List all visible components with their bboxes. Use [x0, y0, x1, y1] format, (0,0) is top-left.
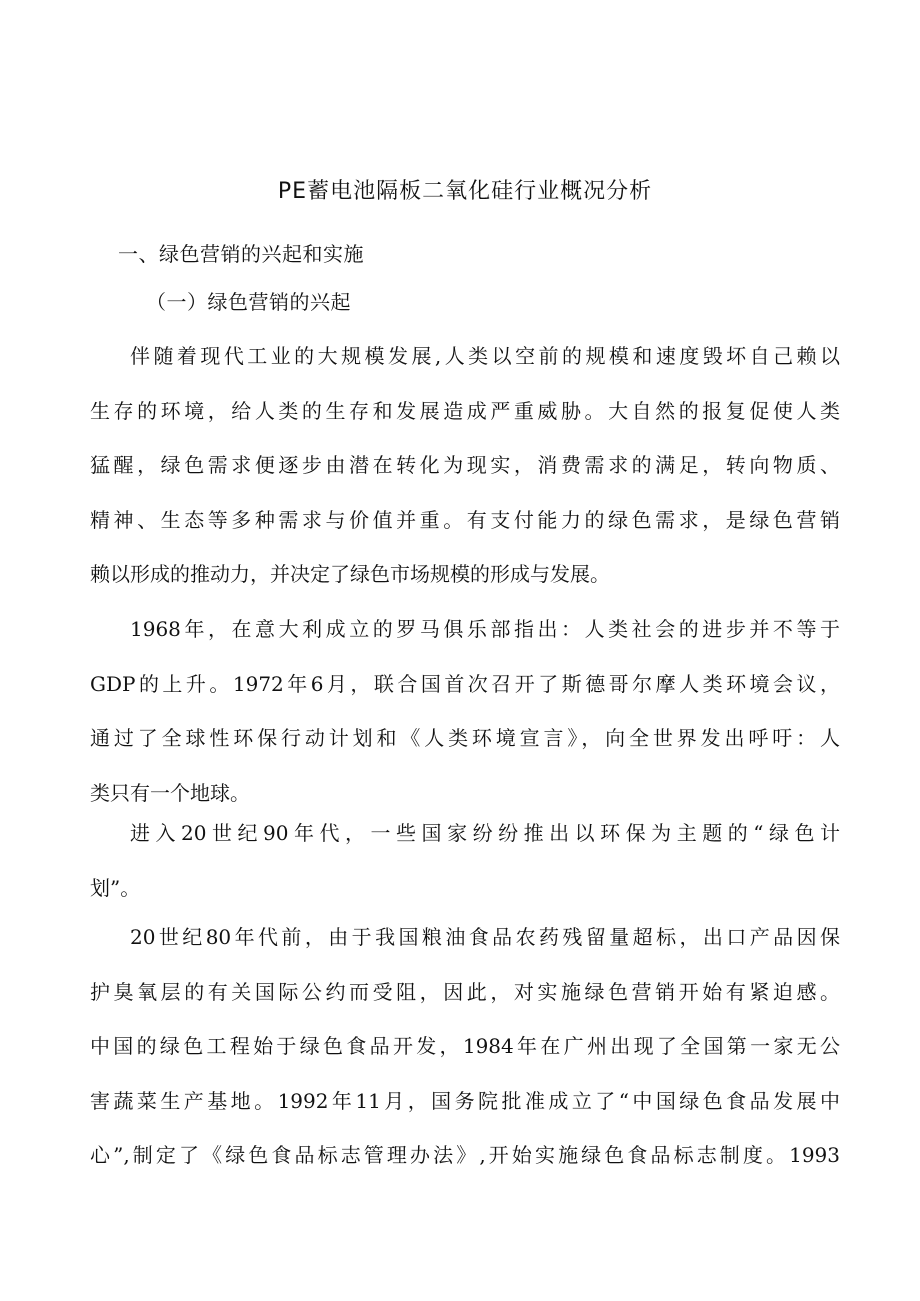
paragraph-line: 精神、生态等多种需求与价值并重。有支付能力的绿色需求，是绿色营销: [90, 507, 840, 532]
paragraph-line: GDP的上升。1972年6月，联合国首次召开了斯德哥尔摩人类环境会议，: [90, 671, 840, 696]
paragraph-line: 进入20世纪90年代，一些国家纷纷推出以环保为主题的“绿色计: [130, 821, 840, 845]
document-title: PE蓄电池隔板二氧化硅行业概况分析: [277, 179, 653, 204]
paragraph-2: [90, 602, 840, 820]
paragraph-line: 心”,制定了《绿色食品标志管理办法》,开始实施绿色食品标志制度。1993: [90, 1143, 840, 1167]
paragraph-line: 1968年，在意大利成立的罗马俱乐部指出：人类社会的进步并不等于: [130, 617, 840, 641]
paragraph-4: [90, 910, 840, 1183]
paragraph-line: 类只有一个地球。: [90, 780, 250, 805]
paragraph-line: 害蔬菜生产基地。1992年11月，国务院批准成立了“中国绿色食品发展中: [90, 1088, 840, 1113]
paragraph-3: [90, 806, 840, 915]
paragraph-1: [90, 329, 840, 602]
paragraph-line: 伴随着现代工业的大规模发展,人类以空前的规模和速度毁坏自己赖以: [130, 344, 840, 368]
paragraph-line: 20世纪80年代前，由于我国粮油食品农药残留量超标，出口产品因保: [130, 925, 840, 949]
paragraph-line: 猛醒，绿色需求便逐步由潜在转化为现实，消费需求的满足，转向物质、: [90, 453, 840, 477]
paragraph-line: 生存的环境，给人类的生存和发展造成严重威胁。大自然的报复促使人类: [90, 398, 840, 423]
paragraph-line: 护臭氧层的有关国际公约而受阻，因此，对实施绿色营销开始有紧迫感。: [90, 979, 840, 1004]
section-heading: 一、绿色营销的兴起和实施: [118, 242, 364, 266]
paragraph-line: 通过了全球性环保行动计划和《人类环境宣言》，向全世界发出呼吁：人: [90, 726, 840, 750]
paragraph-line: 赖以形成的推动力，并决定了绿色市场规模的形成与发展。: [90, 562, 610, 586]
paragraph-line: 中国的绿色工程始于绿色食品开发，1984年在广州出现了全国第一家无公: [90, 1034, 840, 1058]
paragraph-line: 划”。: [90, 875, 141, 900]
subsection-heading: （一）绿色营销的兴起: [146, 290, 351, 314]
